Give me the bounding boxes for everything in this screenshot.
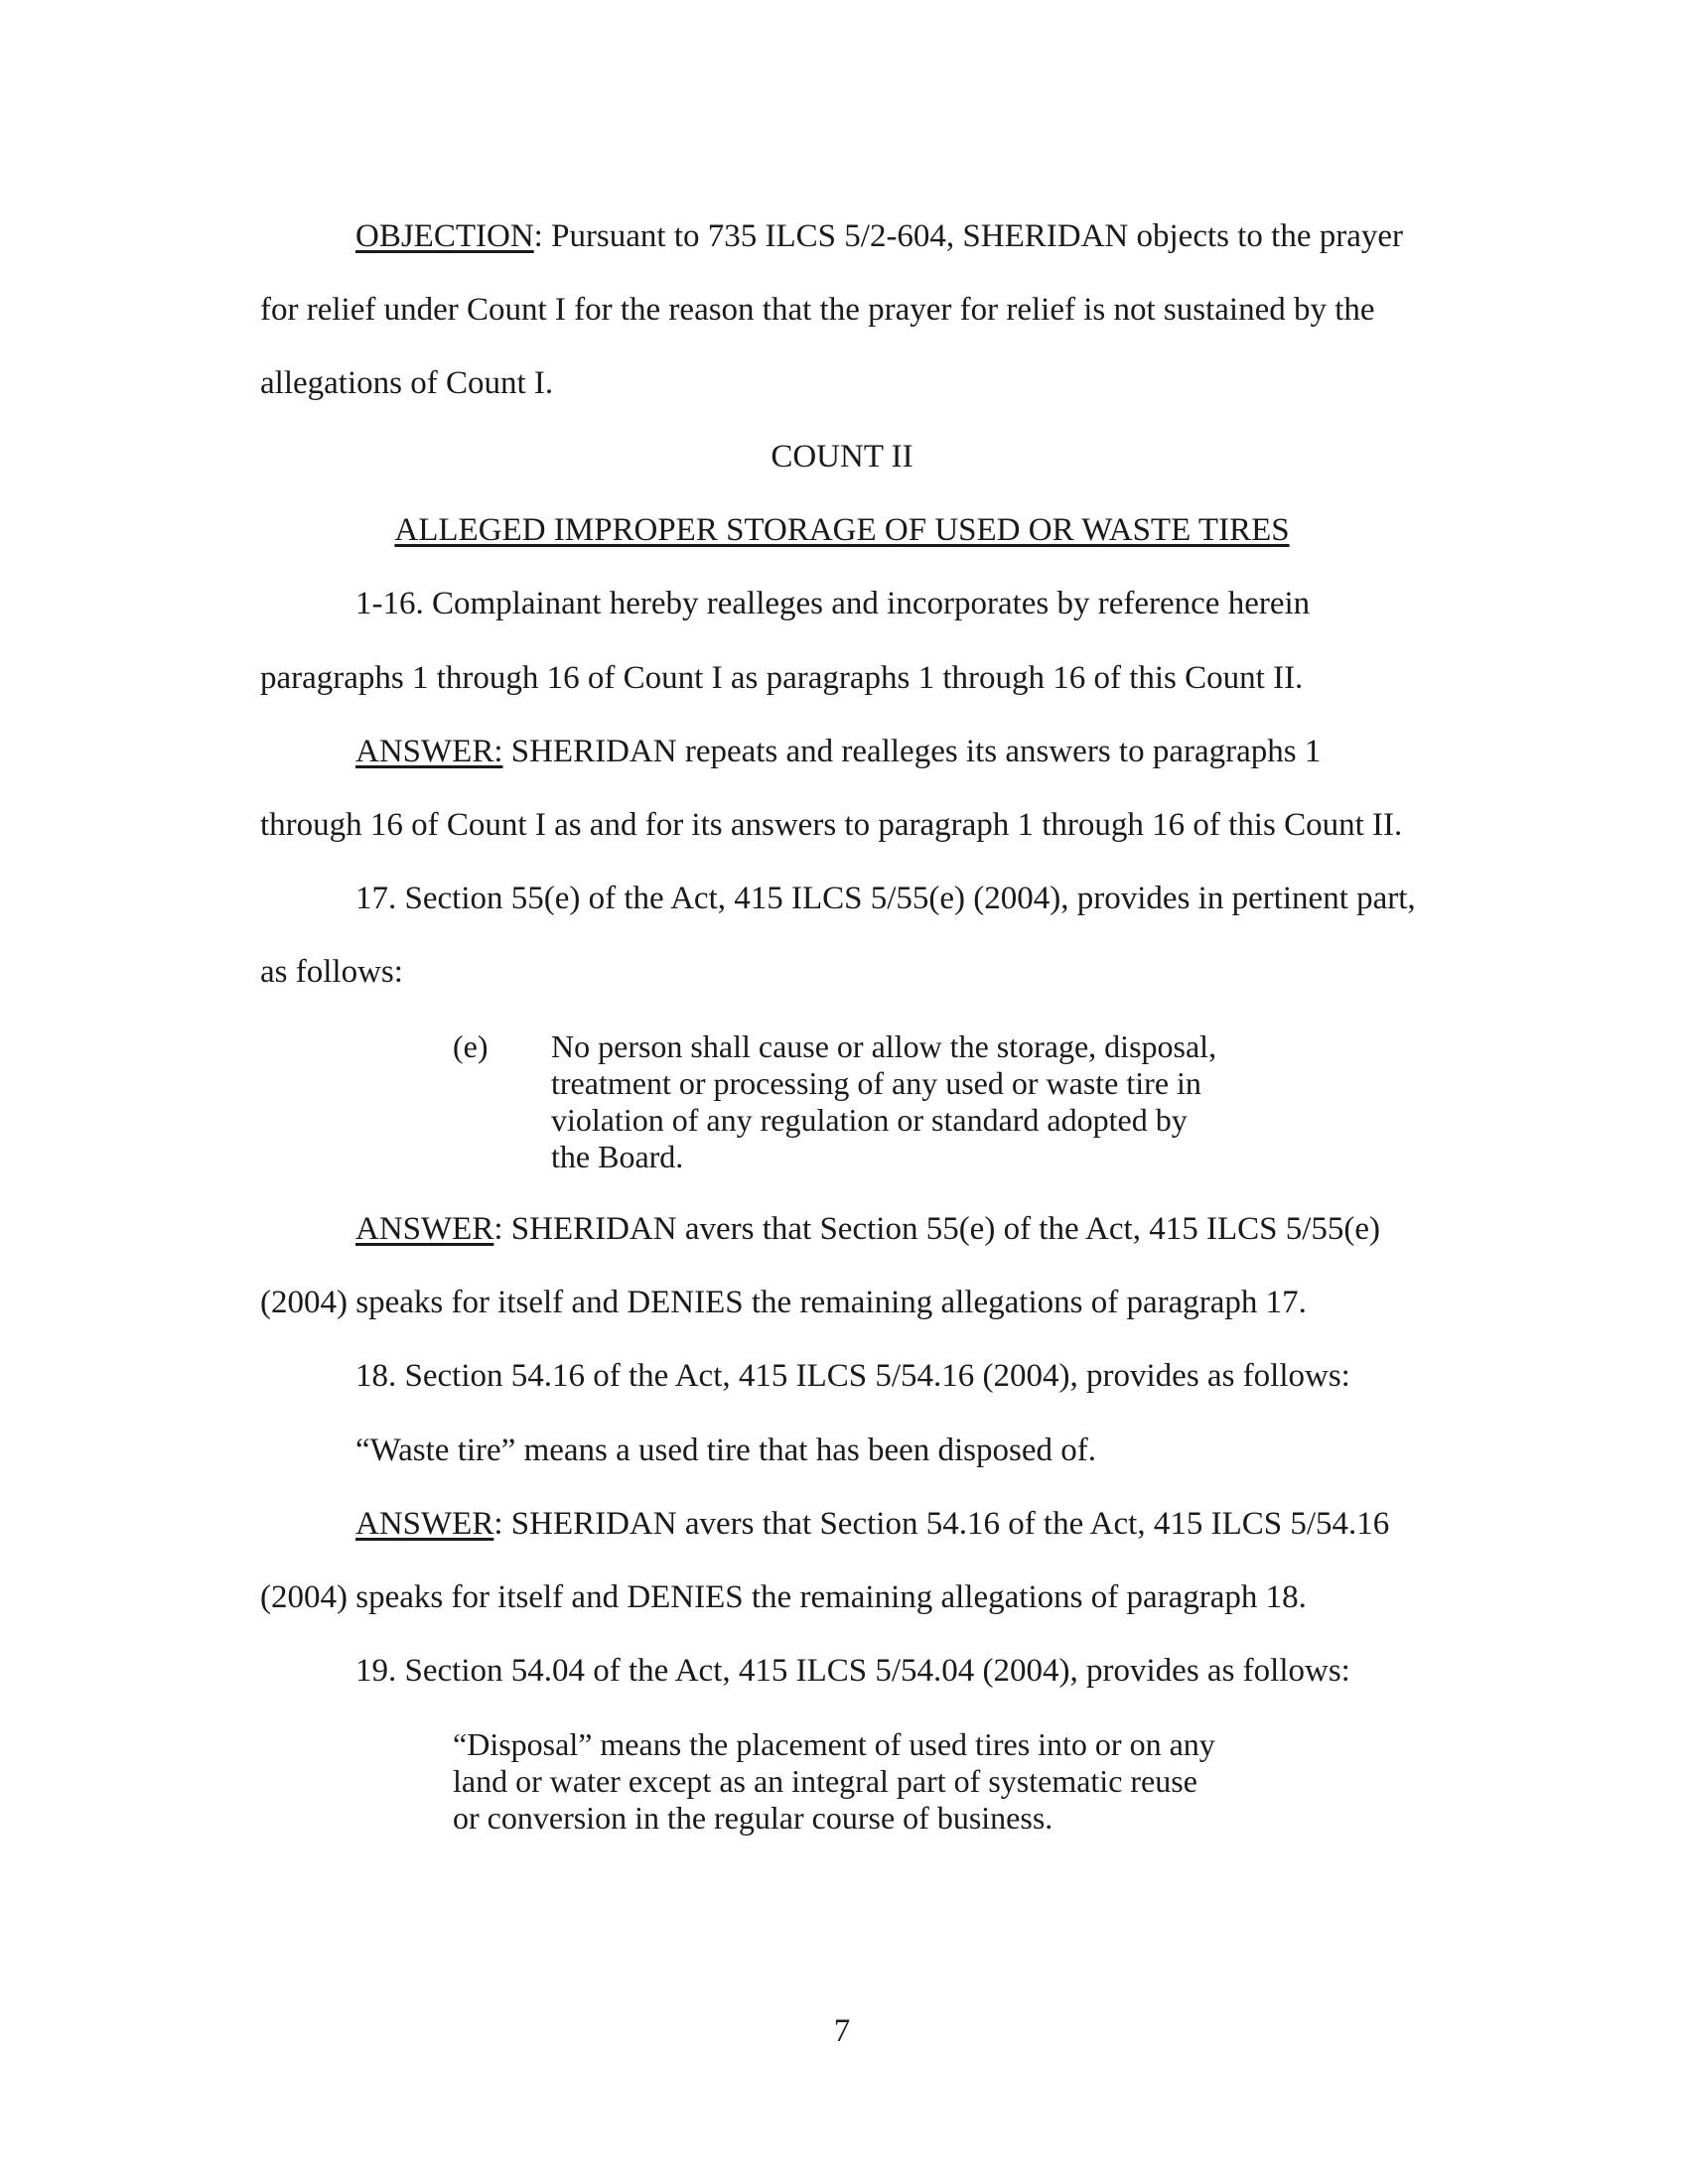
answer-label: ANSWER [355,1211,494,1247]
quote-line: the Board. [551,1139,684,1174]
objection-line-1 [355,220,1403,253]
objection-text: : Pursuant to 735 ILCS 5/2-604, SHERIDAN objects to the prayer [533,218,1403,254]
para-17-line-1: 17. Section 55(e) of the Act, 415 ILCS 5/55(e) (2004), provides in pertinent part, [355,881,1416,916]
answer-18-line-2: (2004) speaks for itself and DENIES the remaining allegations of paragraph 18. [260,1579,1307,1615]
answer-1-16-line-1 [355,736,1321,768]
para-1-16-line-2: paragraphs 1 through 16 of Count I as paragraphs 1 through 16 of this Count II. [260,660,1304,696]
answer-18-line-1 [355,1508,1389,1541]
para-1-16-line-1: 1-16. Complainant hereby realleges and incorporates by reference herein [355,586,1311,621]
para-18-definition: “Waste tire” means a used tire that has been disposed of. [355,1433,1096,1468]
answer-label: ANSWER [355,1506,494,1542]
quote-marker: (e) [453,1028,489,1064]
para-17-line-2: as follows: [260,954,403,990]
quote-line: land or water except as an integral part of systematic reuse [453,1763,1197,1799]
answer-1-16-line-2: through 16 of Count I as and for its answers to paragraph 1 through 16 of this Count II. [260,807,1403,843]
quote-line: “Disposal” means the placement of used tires into or on any [453,1726,1215,1762]
answer-17-line-1 [355,1213,1380,1246]
para-18-line-1: 18. Section 54.16 of the Act, 415 ILCS 5/54.16 (2004), provides as follows: [355,1358,1350,1394]
para-19-line-1: 19. Section 54.04 of the Act, 415 ILCS 5/54.04 (2004), provides as follows: [355,1653,1350,1689]
page-number: 7 [833,2013,851,2049]
answer-text: : SHERIDAN avers that Section 55(e) of the Act, 415 ILCS 5/55(e) [493,1211,1381,1247]
quote-line: treatment or processing of any used or waste tire in [551,1065,1201,1101]
count-subtitle [0,514,1684,547]
objection-line-3: allegations of Count I. [260,365,554,401]
objection-line-2: for relief under Count I for the reason that the prayer for relief is not sustained by the [260,292,1375,328]
quote-line: violation of any regulation or standard adopted by [551,1102,1188,1138]
answer-label: ANSWER: [355,734,503,769]
count-subtitle-text: ALLEGED IMPROPER STORAGE OF USED OR WASTE TIRES [394,512,1290,548]
quote-line: No person shall cause or allow the storage, disposal, [551,1028,1217,1064]
quote-line: or conversion in the regular course of business. [453,1800,1053,1836]
answer-17-line-2: (2004) speaks for itself and DENIES the remaining allegations of paragraph 17. [260,1285,1307,1320]
answer-text: SHERIDAN repeats and realleges its answers to paragraphs 1 [502,734,1322,769]
count-title: COUNT II [771,439,913,475]
objection-label: OBJECTION [355,218,534,254]
answer-text: : SHERIDAN avers that Section 54.16 of the Act, 415 ILCS 5/54.16 [493,1506,1390,1542]
